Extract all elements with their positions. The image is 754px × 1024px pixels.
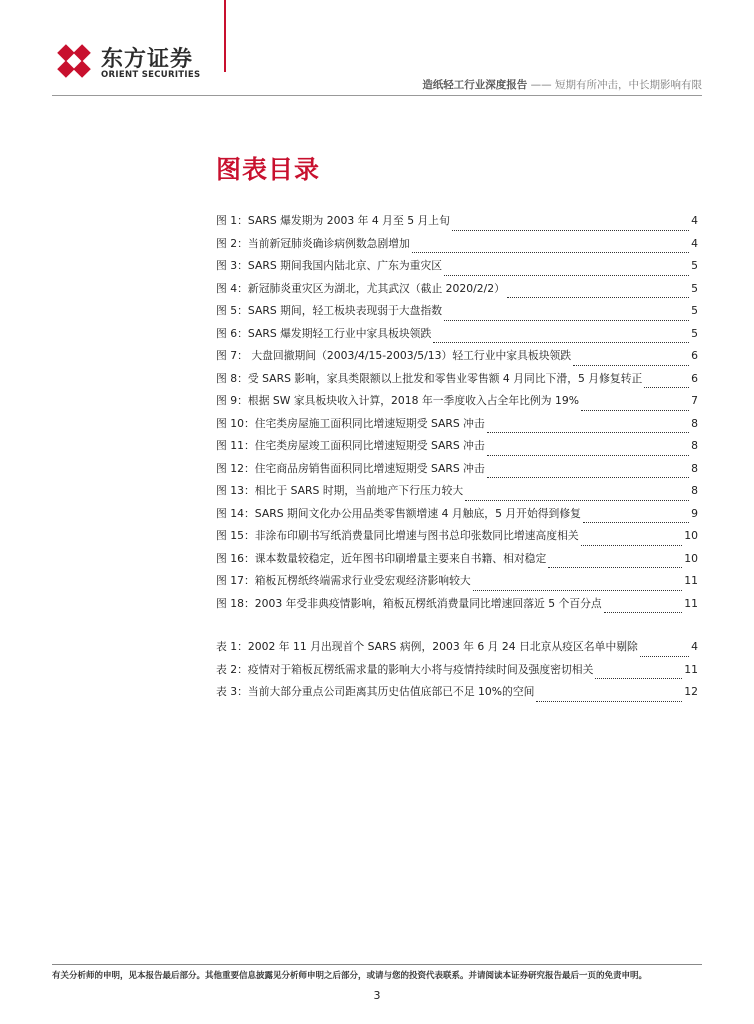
dot-leader xyxy=(604,604,683,613)
report-title xyxy=(422,77,702,92)
figure-entry-label: 图 9：根据 SW 家具板块收入计算，2018 年一季度收入占全年比例为 19% xyxy=(216,394,579,407)
figure-entry[interactable] xyxy=(216,393,698,416)
dot-leader xyxy=(640,648,689,657)
dot-leader xyxy=(644,379,689,388)
dot-leader xyxy=(452,222,689,231)
figure-entry-page: 8 xyxy=(691,484,698,497)
table-entry[interactable] xyxy=(216,684,698,707)
dot-leader xyxy=(595,670,682,679)
footer-divider xyxy=(52,964,702,965)
dot-leader xyxy=(465,492,689,501)
company-logo xyxy=(55,42,215,86)
figure-entry[interactable] xyxy=(216,348,698,371)
logo-english-name: ORIENT SECURITIES xyxy=(101,70,201,80)
figure-entry-page: 5 xyxy=(691,326,698,340)
dot-leader xyxy=(433,334,689,343)
figure-entry[interactable] xyxy=(216,258,698,281)
figure-entry-label: 图 2：当前新冠肺炎确诊病例数急剧增加 xyxy=(216,236,410,250)
figure-entry-page: 8 xyxy=(691,461,698,475)
figure-entry[interactable] xyxy=(216,438,698,461)
table-entry-page: 12 xyxy=(684,685,698,698)
figure-entry-label: 图 3：SARS 期间我国内陆北京、广东为重灾区 xyxy=(216,259,443,272)
figure-entry-page: 6 xyxy=(691,371,698,385)
figure-entry[interactable] xyxy=(216,326,698,349)
figure-entry-label: 图 15：非涂布印刷书写纸消费量同比增速与图书总印张数同比增速高度相关 xyxy=(216,529,579,542)
figure-entry-label: 图 8：受 SARS 影响，家具类限额以上批发和零售业零售额 4 月同比下滑，5 月修复转正 xyxy=(216,371,643,385)
figure-list xyxy=(216,213,698,618)
figure-entry-label: 图 4：新冠肺炎重灾区为湖北，尤其武汉（截止 2020/2/2） xyxy=(216,281,505,295)
figure-entry-page: 5 xyxy=(691,281,698,295)
figure-entry-label: 图 5：SARS 期间，轻工板块表现弱于大盘指数 xyxy=(216,304,443,317)
page-header xyxy=(0,0,754,100)
figure-entry-page: 8 xyxy=(691,439,698,452)
figure-entry-label: 图 13：相比于 SARS 时期，当前地产下行压力较大 xyxy=(216,484,464,497)
figure-entry[interactable] xyxy=(216,596,698,619)
table-entry-page: 11 xyxy=(684,662,698,676)
report-category: 造纸轻工行业深度报告 xyxy=(422,79,528,91)
figure-entry-label: 图 7： 大盘回撤期间（2003/4/15-2003/5/13）轻工行业中家具板块领跌 xyxy=(216,349,572,362)
figure-entry-label: 图 6：SARS 爆发期轻工行业中家具板块领跌 xyxy=(216,326,432,340)
figure-entry-page: 7 xyxy=(691,394,698,407)
dot-leader xyxy=(444,312,689,321)
figure-entry-label: 图 14：SARS 期间文化办公用品类零售额增速 4 月触底，5 月开始得到修复 xyxy=(216,506,581,520)
table-entry-label: 表 2：疫情对于箱板瓦楞纸需求量的影响大小将与疫情持续时间及强度密切相关 xyxy=(216,662,594,676)
figure-entry[interactable] xyxy=(216,506,698,529)
figure-entry[interactable] xyxy=(216,483,698,506)
figure-entry-page: 10 xyxy=(684,529,698,542)
dot-leader xyxy=(573,357,689,366)
orient-securities-logo-icon xyxy=(55,42,93,80)
table-entry-label: 表 3：当前大部分重点公司距离其历史估值底部已不足 10%的空间 xyxy=(216,685,535,698)
dot-leader xyxy=(581,402,689,411)
figure-entry[interactable] xyxy=(216,461,698,484)
header-accent-line xyxy=(224,0,226,72)
table-list xyxy=(216,639,698,707)
logo-chinese-name: 东方证券 xyxy=(101,47,194,72)
figure-entry[interactable] xyxy=(216,416,698,439)
dot-leader xyxy=(507,289,689,298)
figure-entry[interactable] xyxy=(216,281,698,304)
page-number: 3 xyxy=(373,989,381,1002)
figure-entry-page: 5 xyxy=(691,304,698,317)
figure-entry[interactable] xyxy=(216,303,698,326)
footer-disclaimer: 有关分析师的申明，见本报告最后部分。其他重要信息披露见分析师申明之后部分，或请与您的投资代表联系。并请阅读本证券研究报告最后一页的免责申明。 xyxy=(52,971,648,981)
figure-entry[interactable] xyxy=(216,573,698,596)
dot-leader xyxy=(583,514,689,523)
figure-entry-page: 11 xyxy=(684,574,698,587)
figure-entry-page: 4 xyxy=(691,214,698,227)
figure-entry-label: 图 10：住宅类房屋施工面积同比增速短期受 SARS 冲击 xyxy=(216,416,485,430)
figure-entry-page: 11 xyxy=(684,596,698,610)
page-title: 图表目录 xyxy=(216,155,321,184)
report-subtitle: 短期有所冲击，中长期影响有限 xyxy=(555,79,702,91)
dot-leader xyxy=(412,244,689,253)
figure-entry-label: 图 18：2003 年受非典疫情影响，箱板瓦楞纸消费量同比增速回落近 5 个百分点 xyxy=(216,596,602,610)
figure-entry-label: 图 16：课本数量较稳定，近年图书印刷增量主要来自书籍、相对稳定 xyxy=(216,551,547,565)
figure-entry[interactable] xyxy=(216,371,698,394)
header-divider xyxy=(52,95,702,96)
figure-entry[interactable] xyxy=(216,213,698,236)
figure-entry-page: 8 xyxy=(691,416,698,430)
figure-entry-label: 图 11：住宅类房屋竣工面积同比增速短期受 SARS 冲击 xyxy=(216,439,485,452)
table-entry[interactable] xyxy=(216,639,698,662)
figure-entry[interactable] xyxy=(216,551,698,574)
figure-entry-label: 图 12：住宅商品房销售面积同比增速短期受 SARS 冲击 xyxy=(216,461,485,475)
dot-leader xyxy=(444,267,689,276)
dot-leader xyxy=(581,537,683,546)
figure-entry-page: 5 xyxy=(691,259,698,272)
dot-leader xyxy=(487,447,689,456)
figure-entry-page: 6 xyxy=(691,349,698,362)
dot-leader xyxy=(548,559,682,568)
report-separator: —— xyxy=(527,79,555,91)
dot-leader xyxy=(487,424,689,433)
figure-entry-page: 9 xyxy=(691,506,698,520)
table-entry-label: 表 1：2002 年 11 月出现首个 SARS 病例，2003 年 6 月 24 日北京从疫区名单中剔除 xyxy=(216,640,638,653)
table-entry-page: 4 xyxy=(691,640,698,653)
figure-entry[interactable] xyxy=(216,236,698,259)
dot-leader xyxy=(473,582,683,591)
figure-entry-label: 图 17：箱板瓦楞纸终端需求行业受宏观经济影响较大 xyxy=(216,574,471,587)
figure-entry-label: 图 1：SARS 爆发期为 2003 年 4 月至 5 月上旬 xyxy=(216,214,450,227)
figure-entry[interactable] xyxy=(216,528,698,551)
dot-leader xyxy=(487,469,689,478)
figure-entry-page: 4 xyxy=(691,236,698,250)
dot-leader xyxy=(536,693,682,702)
figure-entry-page: 10 xyxy=(684,551,698,565)
table-entry[interactable] xyxy=(216,662,698,685)
